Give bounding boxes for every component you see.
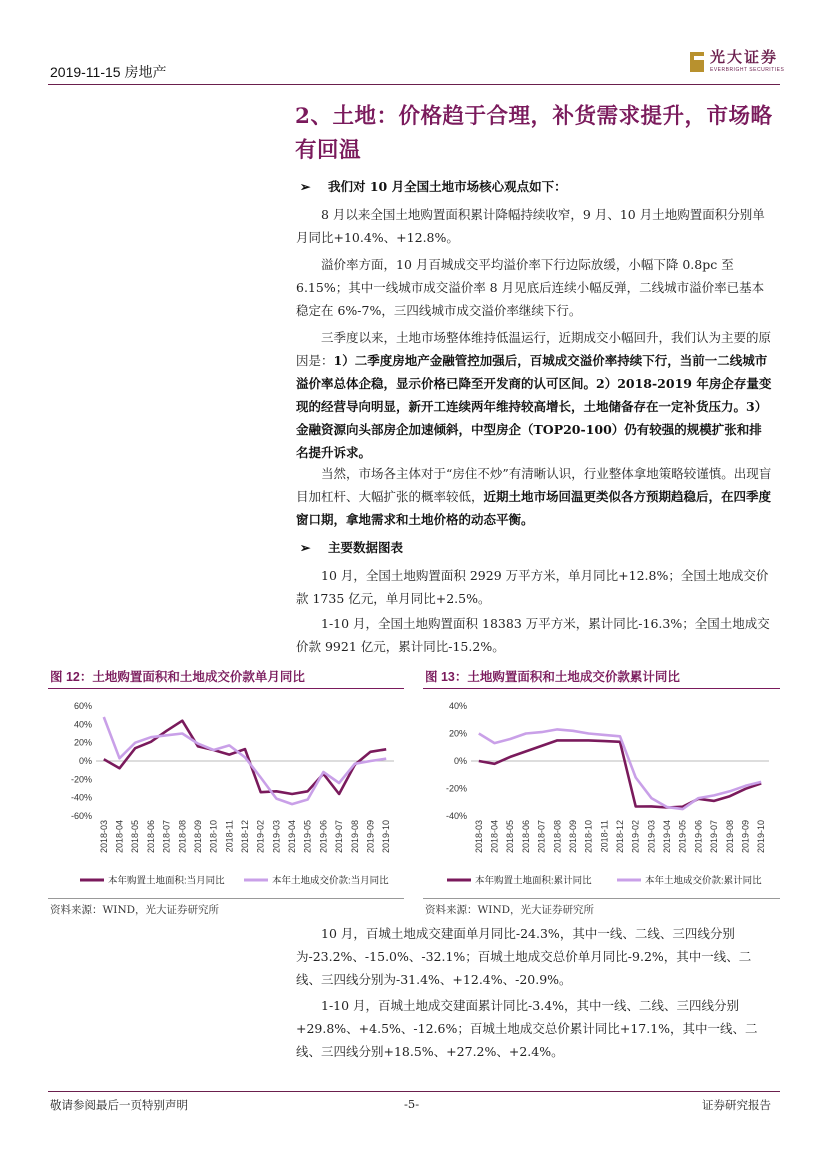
fig12-y-tick-label: 40% [73, 719, 92, 730]
footer-report-type: 证券研究报告 [702, 1098, 771, 1112]
paragraph-outlook-intro: 当然，市场各主体对于“房住不炒”有清晰认识，行业整体拿地策略较谨慎。出现盲目加杠杆、大幅扩张的概率较低， [296, 466, 772, 504]
fig13-x-tick-label: 2019-06 [693, 820, 704, 854]
paragraph-outlook-bold: 近期土地市场回温更类似各方预期趋稳后，在四季度窗口期，拿地需求和土地价格的动态平衡。 [296, 489, 772, 527]
fig13-legend-label-2: 本年土地成交价款:累计同比 [645, 875, 762, 887]
figure-12-chart [48, 690, 404, 898]
bullet-main-charts-text: 主要数据图表 [328, 540, 404, 555]
fig13-x-tick-label: 2018-06 [520, 820, 531, 854]
fig13-x-tick-label: 2018-08 [552, 820, 563, 854]
fig12-x-tick-label: 2019-04 [287, 820, 298, 854]
bullet-core-views [300, 177, 567, 195]
fig13-x-tick-label: 2018-05 [505, 820, 516, 854]
fig12-x-tick-label: 2019-05 [302, 820, 313, 854]
fig12-x-tick-label: 2019-09 [365, 820, 376, 854]
fig12-legend-label-2: 本年土地成交价款:当月同比 [272, 875, 389, 887]
fig13-x-tick-label: 2019-09 [740, 820, 751, 854]
fig12-y-tick-label: -20% [70, 774, 92, 785]
fig13-x-tick-label: 2019-07 [709, 820, 720, 854]
logo-en: EVERBRIGHT SECURITIES [710, 67, 785, 73]
fig12-x-tick-label: 2018-06 [145, 820, 156, 854]
fig13-x-tick-label: 2018-11 [599, 820, 610, 853]
fig12-x-tick-label: 2019-07 [334, 820, 345, 854]
figure-12-bottom-rule [48, 898, 404, 899]
logo-icon [690, 52, 704, 72]
figure-12-rule [48, 688, 404, 689]
footer-divider [48, 1091, 780, 1092]
arrow-bullet-icon: ➢ [300, 540, 311, 555]
fig12-x-tick-label: 2018-08 [177, 820, 188, 854]
fig13-x-tick-label: 2018-12 [615, 820, 625, 854]
paragraph-october-national: 10 月，全国土地购置面积 2929 万平方米，单月同比+12.8%；全国土地成交价款 1735 亿元，单月同比+2.5%。 [296, 568, 769, 606]
fig13-x-tick-label: 2018-03 [473, 820, 484, 854]
brand-logo [690, 50, 784, 73]
fig13-x-tick-label: 2019-05 [677, 820, 688, 854]
figure-13-source: 资料来源：WIND，光大证券研究所 [425, 904, 595, 916]
fig13-x-tick-label: 2019-03 [646, 820, 657, 854]
fig12-x-tick-label: 2019-08 [349, 820, 360, 854]
fig13-y-tick-label: -20% [445, 783, 467, 794]
fig13-x-tick-label: 2018-04 [489, 820, 500, 854]
fig12-x-tick-label: 2019-03 [271, 820, 282, 854]
paragraph-reasons-bold: 1）二季度房地产金融管控加强后，百城成交溢价率持续下行，当前一二线城市溢价率总体企稳，显示价格已降至开发商的认可区间。2）2018-2019 年房企存量变现的经营导向明显，新开工连续两年维持较高增长，土地储备存在一定补货压力。3）金融资源向头部房企加速倾斜，中型房企（TOP20-100）仍有较强的规模扩张和排名提升诉求。 [296, 353, 772, 460]
fig12-legend-label-1: 本年购置土地面积:当月同比 [108, 875, 225, 887]
paragraph-outlook [296, 462, 774, 531]
fig12-x-tick-label: 2019-06 [318, 820, 329, 854]
fig13-y-tick-label: -40% [445, 811, 467, 821]
paragraph-land-area: 8 月以来全国土地购置面积累计降幅持续收窄，9 月、10 月土地购置面积分别单月同比+10.4%、+12.8%。 [296, 207, 765, 245]
fig13-y-tick-label: 0% [453, 756, 467, 766]
fig12-y-tick-label: 20% [73, 737, 92, 748]
fig12-x-tick-label: 2018-03 [98, 820, 109, 854]
fig13-x-tick-label: 2019-08 [724, 820, 735, 854]
fig13-x-tick-label: 2019-04 [662, 820, 673, 854]
fig12-x-tick-label: 2018-12 [240, 820, 250, 854]
fig12-y-tick-label: -60% [70, 811, 92, 821]
paragraph-hundred-city-ytd: 1-10 月，百城土地成交建面累计同比-3.4%，其中一线、二线、三四线分别+29.8%、+4.5%、-12.6%；百城土地成交总价累计同比+17.1%，其中一线、二线、三四线分别+18.5%、+27.2%、+2.4%。 [296, 998, 758, 1059]
fig12-x-tick-label: 2018-07 [161, 820, 172, 854]
fig13-series-1-line [479, 740, 761, 807]
fig13-y-tick-label: 20% [448, 728, 467, 739]
bullet-main-charts [300, 538, 403, 556]
fig12-x-tick-label: 2018-11 [224, 820, 235, 853]
fig12-y-tick-label: 60% [73, 701, 92, 711]
header-divider [48, 84, 780, 85]
fig12-x-tick-label: 2018-05 [130, 820, 141, 854]
paragraph-reasons [296, 326, 774, 464]
arrow-bullet-icon: ➢ [300, 179, 311, 194]
fig12-x-tick-label: 2018-10 [208, 820, 219, 854]
fig12-x-tick-label: 2019-02 [255, 820, 266, 854]
paragraph-premium-rate: 溢价率方面，10 月百城成交平均溢价率下行边际放缓，小幅下降 0.8pc 至 6.15%；其中一线城市成交溢价率 8 月见底后连续小幅反弹，二线城市溢价率已基本稳定在 6%-7%，三四线城市成交溢价率继续下行。 [296, 257, 765, 318]
fig12-x-tick-label: 2018-04 [114, 820, 125, 854]
fig13-y-tick-label: 40% [448, 701, 467, 711]
footer-page-number: -5- [404, 1097, 420, 1111]
paragraph-hundred-city-october: 10 月，百城土地成交建面单月同比-24.3%，其中一线、二线、三四线分别为-23.2%、-15.0%、-32.1%；百城土地成交总价单月同比-9.2%，其中一线、二线、三四线分别为-31.4%、+12.4%、-20.9%。 [296, 926, 752, 987]
bullet-core-views-text: 我们对 10 月全国土地市场核心观点如下： [328, 179, 567, 194]
fig12-x-tick-label: 2018-09 [192, 820, 203, 854]
fig12-y-tick-label: -40% [70, 792, 92, 803]
logo-cn: 光大证券 [710, 48, 779, 66]
fig13-x-tick-label: 2018-07 [536, 820, 547, 854]
paragraph-ytd-national: 1-10 月，全国土地购置面积 18383 万平方米，累计同比-16.3%；全国土地成交价款 9921 亿元，累计同比-15.2%。 [296, 616, 770, 654]
section-title: 2、土地：价格趋于合理，补货需求提升，市场略有回温 [295, 104, 773, 163]
fig13-x-tick-label: 2019-02 [630, 820, 641, 854]
figure-13-bottom-rule [423, 898, 780, 899]
fig12-x-tick-label: 2019-10 [381, 820, 392, 854]
figure-13-title: 图 13：土地购置面积和土地成交价款累计同比 [425, 670, 680, 684]
fig12-y-tick-label: 0% [78, 756, 92, 766]
footer-disclaimer: 敬请参阅最后一页特别声明 [50, 1098, 188, 1112]
fig13-x-tick-label: 2019-10 [756, 820, 767, 854]
figure-13-chart [423, 690, 780, 898]
header-date-section: 2019-11-15 房地产 [50, 64, 167, 80]
fig13-legend-label-1: 本年购置土地面积:累计同比 [475, 875, 592, 887]
paragraph-reasons-intro: 三季度以来，土地市场整体维持低温运行，近期成交小幅回升，我们认为主要的原因是： [296, 330, 772, 368]
figure-13-rule [423, 688, 780, 689]
figure-12-source: 资料来源：WIND，光大证券研究所 [50, 904, 220, 916]
fig13-x-tick-label: 2018-10 [583, 820, 594, 854]
fig13-x-tick-label: 2018-09 [567, 820, 578, 854]
figure-12-title: 图 12：土地购置面积和土地成交价款单月同比 [50, 670, 305, 684]
